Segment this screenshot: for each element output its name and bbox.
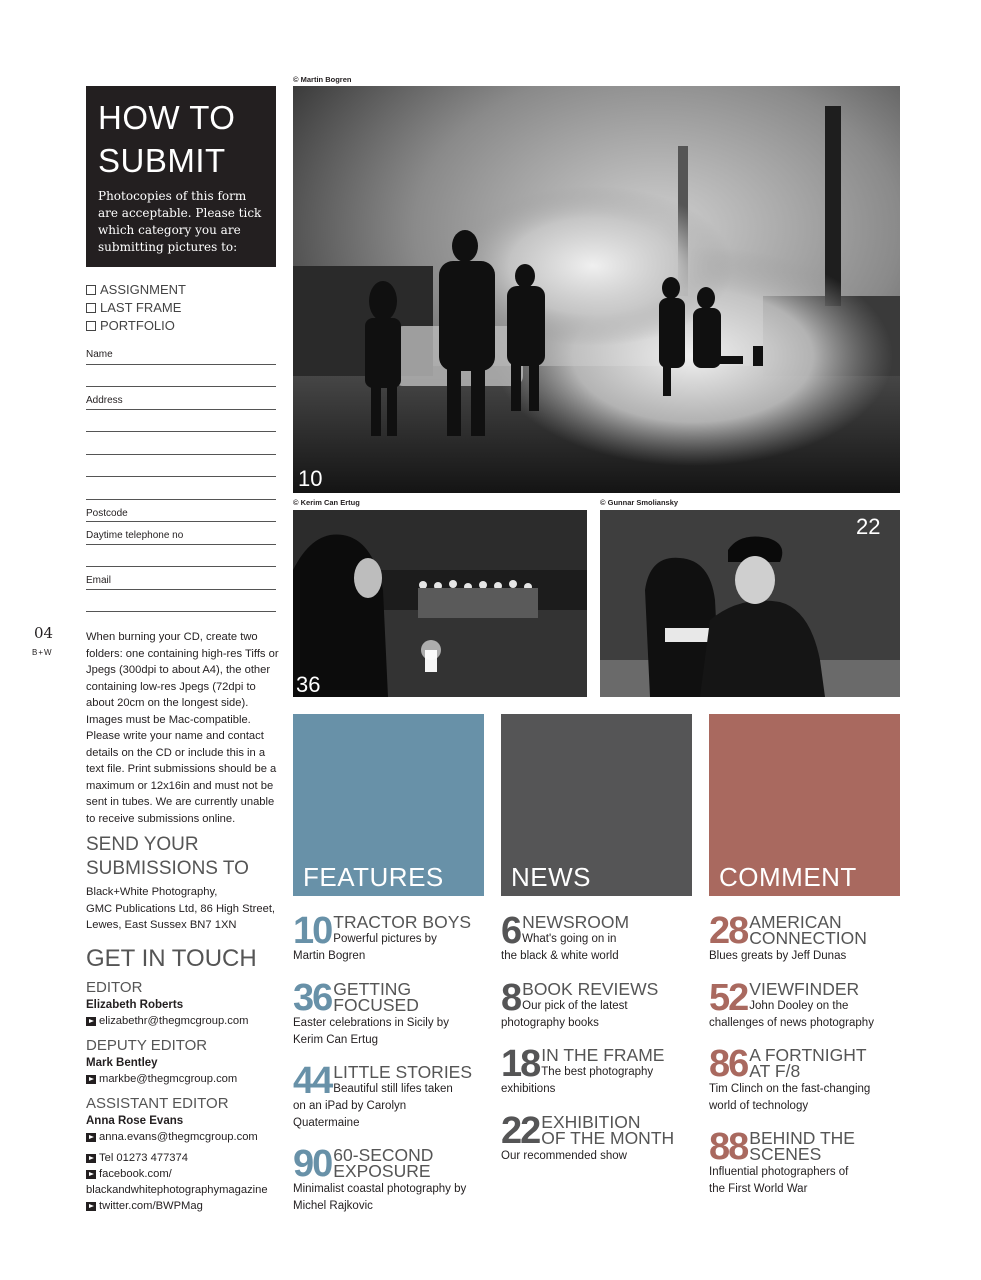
postcode-label: Postcode xyxy=(86,508,128,519)
assistant-name: Anna Rose Evans xyxy=(86,1115,184,1127)
news-title-2: OF THE MONTH xyxy=(541,1128,675,1148)
right-photo-number: 22 xyxy=(856,514,881,539)
comment-entry-4[interactable] xyxy=(709,1126,904,1197)
features-block[interactable] xyxy=(293,714,484,896)
assistant-contact xyxy=(86,1094,286,1145)
comment-num: 86 xyxy=(709,1043,748,1085)
editor-email[interactable] xyxy=(86,1013,286,1029)
news-title: NEWSROOM xyxy=(522,912,630,932)
feature-title: TRACTOR BOYS xyxy=(333,912,472,932)
comment-title-2: SCENES xyxy=(749,1144,822,1164)
category-assignment[interactable] xyxy=(86,281,276,299)
feature-entry-1[interactable] xyxy=(293,910,488,965)
main-photo-number: 10 xyxy=(298,466,323,491)
send-address xyxy=(86,884,275,934)
comment-desc: Influential photographers of the First World War xyxy=(709,1166,849,1195)
right-photo-image xyxy=(600,510,900,697)
arrow-icon xyxy=(86,1133,96,1142)
deputy-contact xyxy=(86,1036,286,1087)
news-title: BOOK REVIEWS xyxy=(522,979,659,999)
news-desc-inline: The best photography xyxy=(541,1066,654,1078)
comment-title-2: AT F/8 xyxy=(749,1061,801,1081)
assistant-email-text[interactable]: anna.evans@thegmcgroup.com xyxy=(99,1131,258,1143)
feature-desc: Minimalist coastal photography by Michel Rajkovic xyxy=(293,1183,467,1212)
email-field-line[interactable] xyxy=(86,589,276,590)
feature-desc: Easter celebrations in Sicily by Kerim Can Ertug xyxy=(293,1017,449,1046)
comment-title: AMERICAN xyxy=(749,912,842,932)
checkbox-icon[interactable] xyxy=(86,303,96,313)
send-heading-line1: SEND YOUR xyxy=(86,834,199,855)
telephone-text[interactable]: Tel 01273 477374 xyxy=(99,1152,188,1164)
left-photo-number: 36 xyxy=(296,672,321,697)
main-photo xyxy=(293,86,900,493)
submit-instructions: Photocopies of this form are acceptable. Please tick which category you are submitting pictures to: xyxy=(98,189,262,254)
checkbox-icon[interactable] xyxy=(86,321,96,331)
feature-title: GETTING xyxy=(333,979,412,999)
address-field-line-4[interactable] xyxy=(86,476,276,477)
news-num: 22 xyxy=(501,1110,540,1152)
news-label: NEWS xyxy=(511,862,591,892)
facebook-text[interactable]: facebook.com/ xyxy=(99,1168,172,1180)
page-brand: B+W xyxy=(32,648,53,657)
arrow-icon xyxy=(86,1075,96,1084)
category-portfolio[interactable] xyxy=(86,317,276,335)
facebook-link-cont[interactable]: blackandwhitephotographymagazine xyxy=(86,1184,268,1196)
email-label: Email xyxy=(86,575,112,586)
category-label: PORTFOLIO xyxy=(100,318,175,333)
news-num: 6 xyxy=(501,910,521,952)
arrow-icon xyxy=(86,1170,96,1179)
feature-entry-3[interactable] xyxy=(293,1060,488,1131)
feature-num: 44 xyxy=(293,1060,332,1102)
comment-title-2: CONNECTION xyxy=(749,928,867,948)
comment-label: COMMENT xyxy=(719,862,857,892)
get-in-touch-heading: GET IN TOUCH xyxy=(86,945,257,972)
main-photo-image xyxy=(293,86,900,493)
comment-block[interactable] xyxy=(709,714,900,896)
send-heading xyxy=(86,833,249,881)
comment-title: BEHIND THE xyxy=(749,1128,855,1148)
category-label: ASSIGNMENT xyxy=(100,282,186,297)
feature-num: 36 xyxy=(293,977,332,1019)
feature-title-2: FOCUSED xyxy=(333,995,419,1015)
news-desc-inline: What's going on in xyxy=(522,933,617,945)
news-desc: exhibitions xyxy=(501,1083,556,1095)
name-field-line-2[interactable] xyxy=(86,386,276,387)
deputy-email[interactable] xyxy=(86,1071,286,1087)
telephone-field-line[interactable] xyxy=(86,544,276,545)
submit-title-line2: SUBMIT xyxy=(98,142,226,179)
deputy-name: Mark Bentley xyxy=(86,1057,158,1069)
postcode-field-line[interactable] xyxy=(86,521,276,522)
feature-num: 10 xyxy=(293,910,332,952)
features-label: FEATURES xyxy=(303,862,444,892)
news-title: EXHIBITION xyxy=(541,1112,641,1132)
twitter-text[interactable]: twitter.com/BWPMag xyxy=(99,1200,203,1212)
news-entry-4[interactable] xyxy=(501,1110,696,1165)
address-line2: GMC Publications Ltd, 86 High Street, xyxy=(86,902,276,915)
address-field-line[interactable] xyxy=(86,409,276,410)
right-photo xyxy=(600,510,900,697)
checkbox-icon[interactable] xyxy=(86,285,96,295)
name-field-line[interactable] xyxy=(86,364,276,365)
address-line3: Lewes, East Sussex BN7 1XN xyxy=(86,919,237,931)
feature-desc: on an iPad by Carolyn Quatermaine xyxy=(293,1100,407,1129)
send-heading-line2: SUBMISSIONS TO xyxy=(86,858,249,879)
assistant-role: ASSISTANT EDITOR xyxy=(86,1095,229,1112)
category-label: LAST FRAME xyxy=(100,300,182,315)
news-entry-3[interactable] xyxy=(501,1043,696,1098)
news-entry-1[interactable] xyxy=(501,910,696,965)
comment-desc: Tim Clinch on the fast-changing world of technology xyxy=(709,1083,871,1112)
news-title: IN THE FRAME xyxy=(541,1045,665,1065)
address-field-line-5[interactable] xyxy=(86,499,276,500)
comment-entry-1[interactable] xyxy=(709,910,904,965)
comment-desc-inline: John Dooley on the xyxy=(749,1000,849,1012)
comment-entry-2[interactable] xyxy=(709,977,904,1032)
comment-entry-3[interactable] xyxy=(709,1043,904,1114)
telephone[interactable] xyxy=(86,1150,286,1166)
left-photo xyxy=(293,510,587,697)
editor-contact xyxy=(86,978,286,1029)
news-desc-inline: Our pick of the latest xyxy=(522,1000,628,1012)
news-num: 8 xyxy=(501,977,521,1019)
comment-desc: challenges of news photography xyxy=(709,1017,874,1029)
right-photo-credit: © Gunnar Smoliansky xyxy=(600,498,679,507)
comment-num: 52 xyxy=(709,977,748,1019)
email-field-line-2[interactable] xyxy=(86,611,276,612)
news-num: 18 xyxy=(501,1043,540,1085)
social-contacts xyxy=(86,1150,286,1214)
comment-title: A FORTNIGHT xyxy=(749,1045,867,1065)
comment-num: 88 xyxy=(709,1126,748,1168)
category-checkboxes xyxy=(86,281,276,335)
facebook-link[interactable] xyxy=(86,1166,286,1182)
feature-title: 60-SECOND xyxy=(333,1145,434,1165)
burning-instructions: When burning your CD, create two folders: one containing high-res Tiffs or Jpegs (300dpi to about A4), the other containing low-res Jpegs (72dpi to about 20cm on the longest side). Images must be Mac-compatible. Please write your name and contact details on the CD or include this in a text file. Print submissions should be a maximum or 12x16in and must not be sent in tubes. We are currently unable to receive submissions online. xyxy=(86,631,279,825)
arrow-icon xyxy=(86,1202,96,1211)
twitter-link[interactable] xyxy=(86,1198,286,1214)
feature-entry-4[interactable] xyxy=(293,1143,488,1214)
news-desc: Our recommended show xyxy=(501,1150,627,1162)
editor-name: Elizabeth Roberts xyxy=(86,999,184,1011)
left-photo-credit: © Kerim Can Ertug xyxy=(293,498,360,507)
feature-desc: Martin Bogren xyxy=(293,950,366,962)
how-to-submit-box xyxy=(86,86,276,267)
submit-title-line1: HOW TO xyxy=(98,99,236,136)
feature-title-2: EXPOSURE xyxy=(333,1161,431,1181)
news-desc: the black & white world xyxy=(501,950,619,962)
address-field-line-3[interactable] xyxy=(86,454,276,455)
telephone-field-line-2[interactable] xyxy=(86,566,276,567)
address-label: Address xyxy=(86,395,123,406)
address-field-line-2[interactable] xyxy=(86,431,276,432)
main-photo-credit: © Martin Bogren xyxy=(293,75,352,84)
feature-num: 90 xyxy=(293,1143,332,1185)
feature-desc-inline: Powerful pictures by xyxy=(333,933,437,945)
editor-role: EDITOR xyxy=(86,979,143,996)
deputy-role: DEPUTY EDITOR xyxy=(86,1037,208,1054)
category-last-frame[interactable] xyxy=(86,299,276,317)
name-label: Name xyxy=(86,349,113,360)
address-line1: Black+White Photography, xyxy=(86,886,218,898)
assistant-email[interactable] xyxy=(86,1129,286,1145)
comment-title: VIEWFINDER xyxy=(749,979,860,999)
comment-num: 28 xyxy=(709,910,748,952)
editor-email-text[interactable]: elizabethr@thegmcgroup.com xyxy=(99,1015,249,1027)
feature-desc-inline: Beautiful still lifes taken xyxy=(333,1083,453,1095)
arrow-icon xyxy=(86,1017,96,1026)
left-photo-image xyxy=(293,510,587,697)
feature-entry-2[interactable] xyxy=(293,977,488,1048)
feature-title: LITTLE STORIES xyxy=(333,1062,473,1082)
arrow-icon xyxy=(86,1154,96,1163)
news-entry-2[interactable] xyxy=(501,977,696,1032)
telephone-label: Daytime telephone no xyxy=(86,530,184,541)
news-desc: photography books xyxy=(501,1017,599,1029)
page-number: 04 xyxy=(34,624,54,642)
news-block[interactable] xyxy=(501,714,692,896)
deputy-email-text[interactable]: markbe@thegmcgroup.com xyxy=(99,1073,238,1085)
comment-desc: Blues greats by Jeff Dunas xyxy=(709,950,847,962)
